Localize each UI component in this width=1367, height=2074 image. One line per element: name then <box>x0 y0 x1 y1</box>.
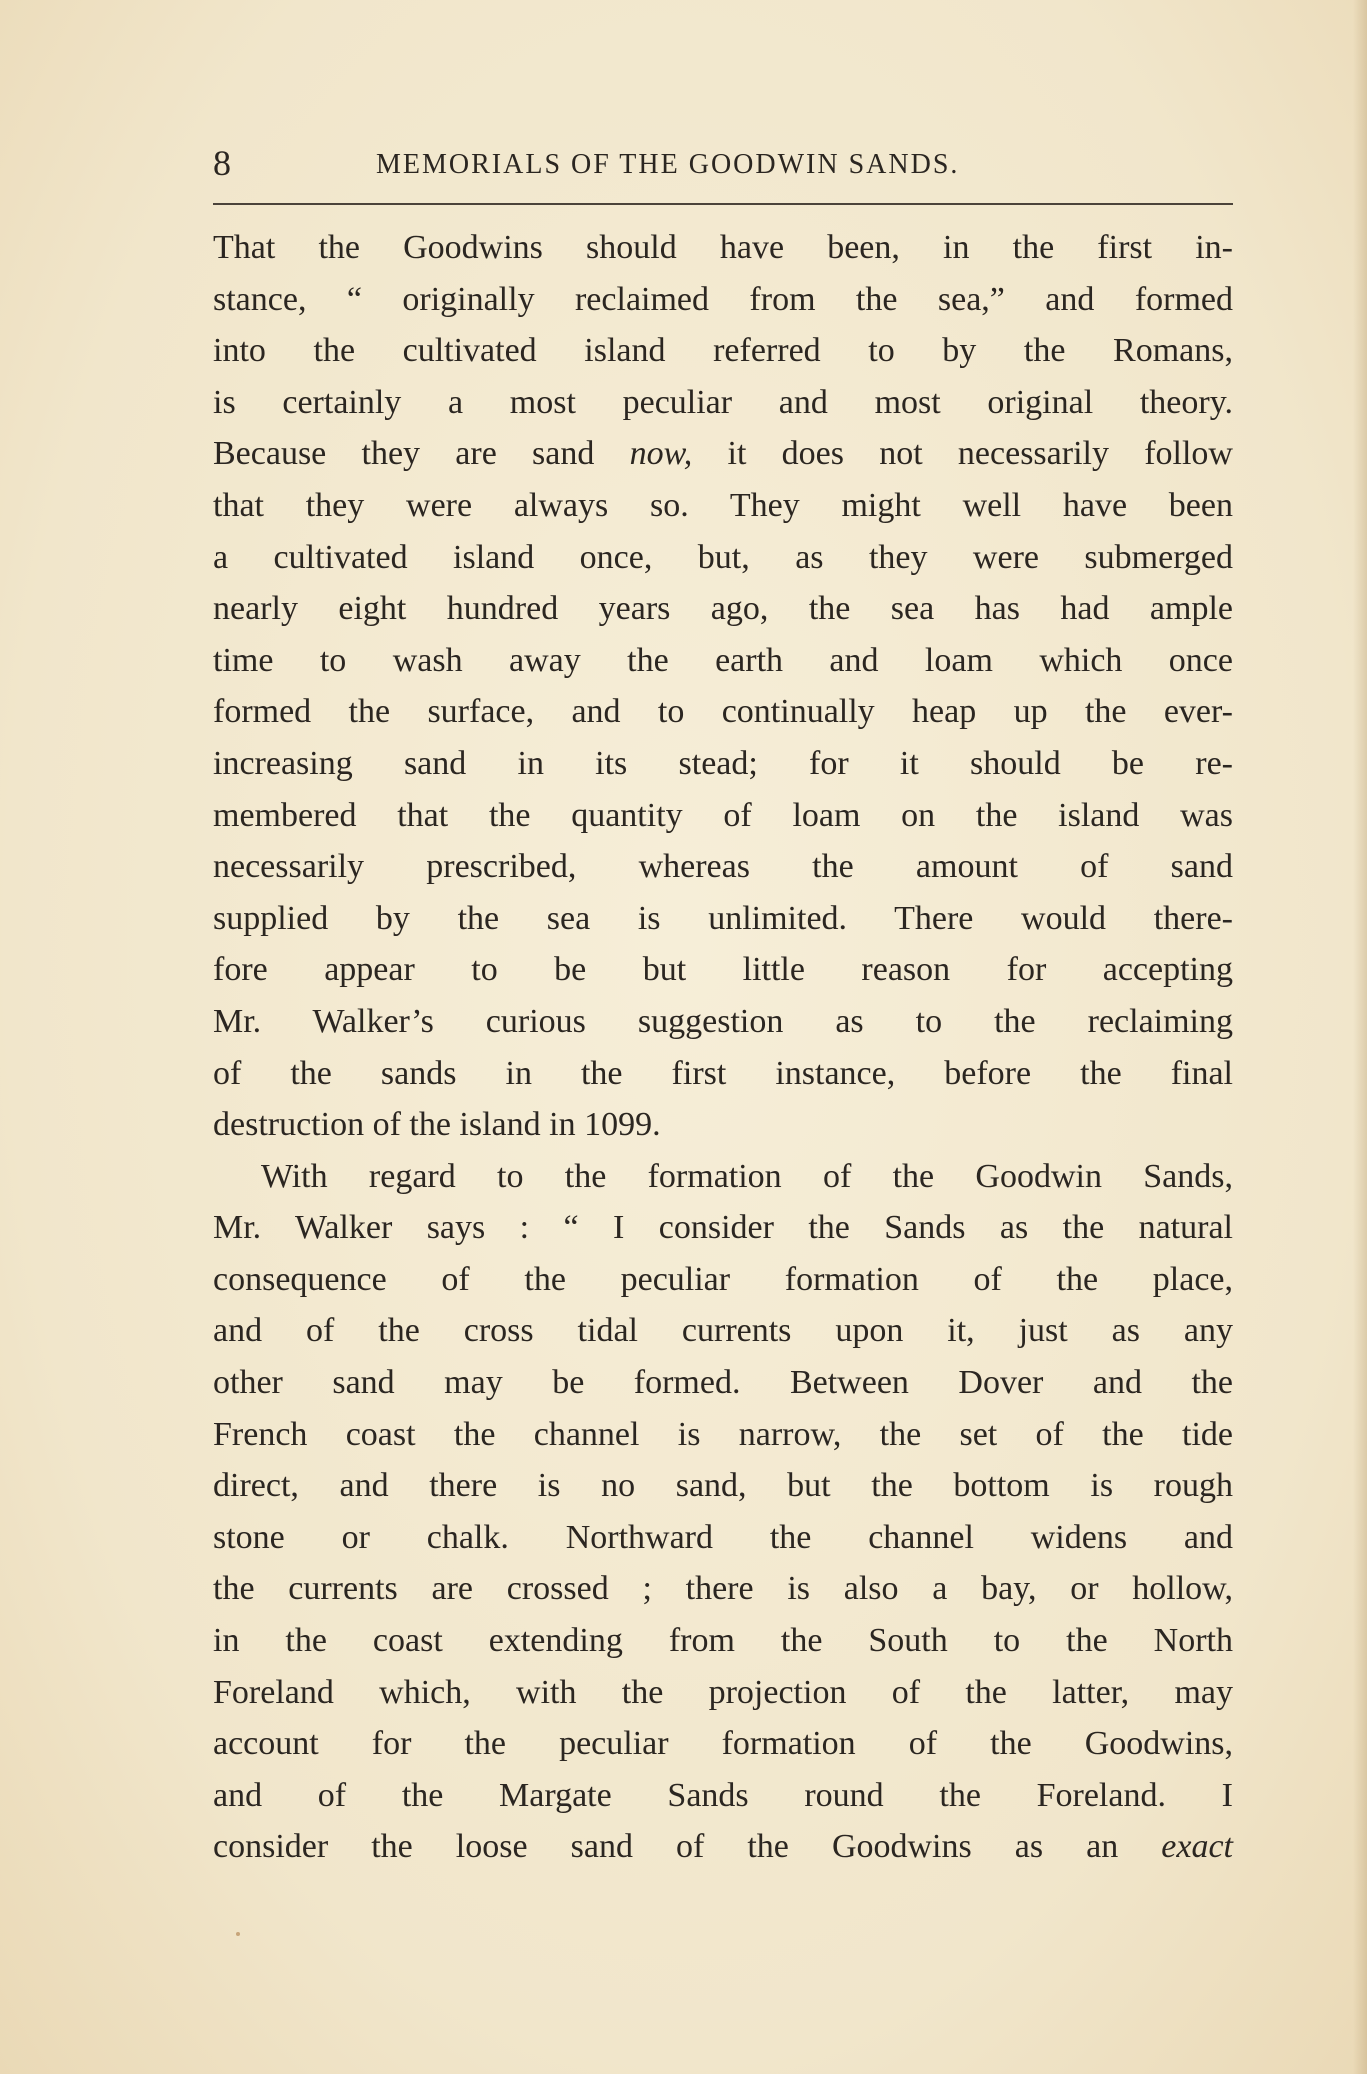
text-line <box>213 1048 1233 1100</box>
text-line <box>213 1357 1233 1409</box>
text-line <box>213 1151 1233 1203</box>
page-number: 8 <box>213 143 231 183</box>
text-line <box>213 841 1233 893</box>
text-segment: necessarily prescribed, whereas the amount of sand <box>213 848 1233 886</box>
text-segment: That the Goodwins should have been, in the first in- <box>213 229 1233 266</box>
text-line <box>213 274 1233 326</box>
text-segment: Mr. Walker says : “ I consider the Sands as the natural <box>213 1209 1233 1247</box>
page-edge-shadow <box>1353 0 1367 2074</box>
italic-text: exact <box>1161 1828 1233 1866</box>
text-segment: destruction of the island in 1099. <box>213 1106 661 1144</box>
page-header <box>213 138 1233 188</box>
text-line <box>213 893 1233 945</box>
text-segment: Because they are sand <box>213 435 630 473</box>
text-segment: the currents are crossed ; there is also a bay, or hollow, <box>213 1570 1233 1608</box>
text-segment: Mr. Walker’s curious suggestion as to the reclaiming <box>213 1002 1233 1040</box>
text-segment: consequence of the peculiar formation of the place, <box>213 1260 1233 1298</box>
text-segment: membered that the quantity of loam on the island was <box>213 796 1233 834</box>
text-segment: formed the surface, and to continually heap up the ever- <box>213 693 1233 731</box>
text-line <box>213 532 1233 584</box>
text-line <box>213 686 1233 738</box>
text-line <box>213 996 1233 1048</box>
text-segment: consider the loose sand of the Goodwins as an <box>213 1828 1162 1866</box>
text-segment: stance, “ originally reclaimed from the sea,” and formed <box>213 280 1233 318</box>
text-segment: of the sands in the first instance, before the final <box>213 1054 1233 1092</box>
text-line <box>213 1460 1233 1512</box>
text-line <box>213 222 1233 274</box>
text-line <box>213 635 1233 687</box>
text-line <box>213 1718 1233 1770</box>
text-line <box>213 377 1233 429</box>
text-segment: fore appear to be but little reason for accepting <box>213 951 1233 989</box>
text-line <box>213 1821 1233 1873</box>
text-line <box>213 1202 1233 1254</box>
text-line <box>213 428 1233 480</box>
text-line <box>213 944 1233 996</box>
text-segment: nearly eight hundred years ago, the sea has had ample <box>213 590 1233 628</box>
text-segment: increasing sand in its stead; for it should be re- <box>213 744 1233 782</box>
text-line <box>213 1615 1233 1667</box>
text-segment: into the cultivated island referred to by the Romans, <box>213 332 1233 370</box>
text-line <box>213 325 1233 377</box>
text-line <box>213 1667 1233 1719</box>
text-segment: account for the peculiar formation of the Goodwins, <box>213 1725 1233 1763</box>
text-line <box>213 583 1233 635</box>
text-line <box>213 790 1233 842</box>
text-segment: With regard to the formation of the Goodwin Sands, <box>261 1157 1233 1195</box>
running-head: MEMORIALS OF THE GOODWIN SANDS. <box>376 149 960 180</box>
text-segment: French coast the channel is narrow, the set of the tide <box>213 1415 1233 1453</box>
text-segment: Foreland which, with the projection of the latter, may <box>213 1673 1233 1711</box>
paper-speck <box>236 1932 240 1936</box>
body-text <box>213 222 1233 1873</box>
header-rule <box>213 203 1233 205</box>
text-line <box>213 1770 1233 1822</box>
italic-text: now, <box>629 435 693 473</box>
text-line <box>213 1305 1233 1357</box>
text-line <box>213 1254 1233 1306</box>
text-segment: and of the Margate Sands round the Foreland. I <box>213 1776 1233 1814</box>
text-line <box>213 480 1233 532</box>
text-segment: a cultivated island once, but, as they were submerged <box>213 538 1233 576</box>
text-line <box>213 1409 1233 1461</box>
text-line <box>213 1099 1233 1151</box>
text-segment: stone or chalk. Northward the channel widens and <box>213 1518 1233 1556</box>
text-segment: is certainly a most peculiar and most original theory. <box>213 383 1233 421</box>
text-line <box>213 738 1233 790</box>
text-segment: other sand may be formed. Between Dover and the <box>213 1364 1233 1402</box>
text-segment: supplied by the sea is unlimited. There would there- <box>213 899 1233 937</box>
text-segment: time to wash away the earth and loam which once <box>213 641 1233 679</box>
text-segment: in the coast extending from the South to the North <box>213 1622 1233 1660</box>
text-segment: direct, and there is no sand, but the bottom is rough <box>213 1467 1233 1505</box>
text-line <box>213 1512 1233 1564</box>
text-segment: that they were always so. They might well have been <box>213 486 1233 524</box>
text-line <box>213 1563 1233 1615</box>
text-segment: it does not necessarily follow <box>692 435 1233 473</box>
text-segment: and of the cross tidal currents upon it, just as any <box>213 1312 1233 1350</box>
